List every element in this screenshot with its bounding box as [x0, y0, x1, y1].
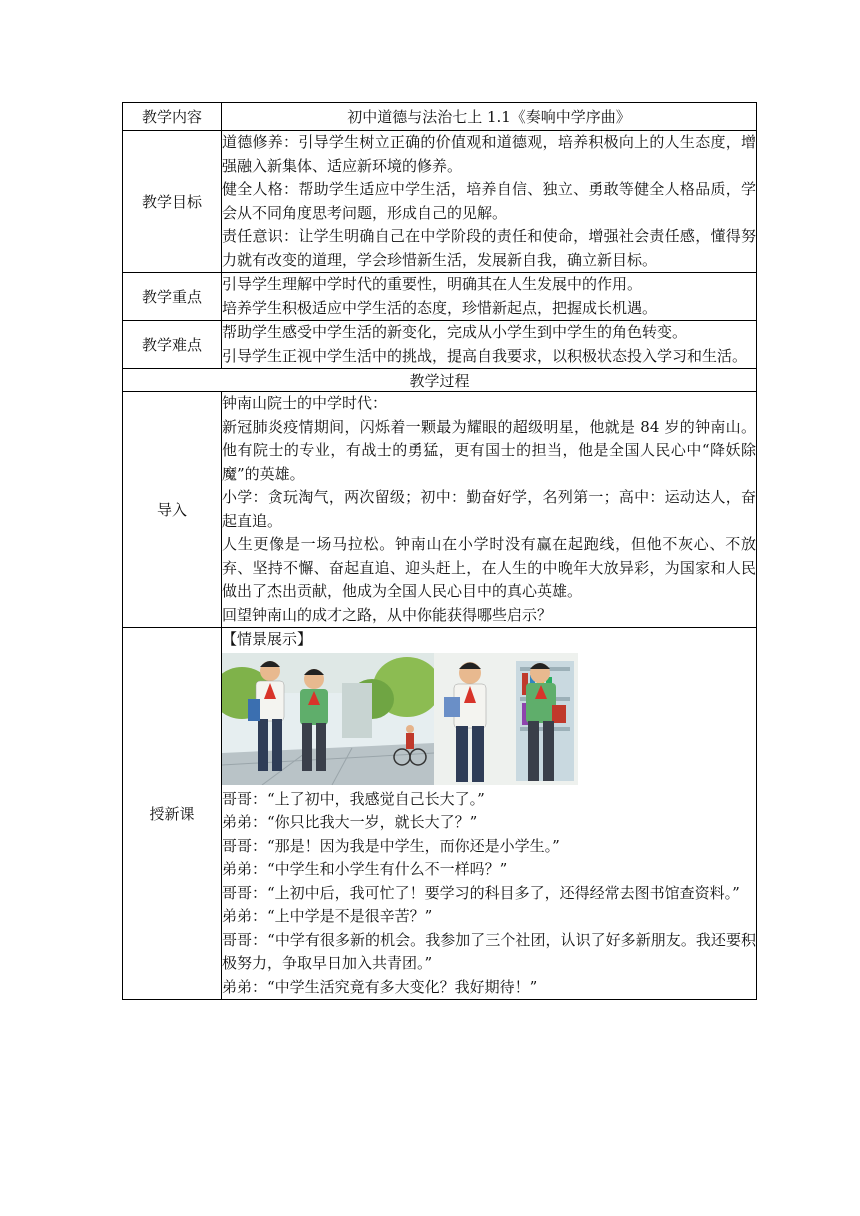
dialogue-line: 弟弟：“中学生和小学生有什么不一样吗？” [222, 860, 508, 878]
objective-paragraph: 健全人格：帮助学生适应中学生活，培养自信、独立、勇敢等健全人格品质，学会从不同角度思考问题，形成自己的见解。 [222, 180, 756, 222]
objectives-content [222, 131, 757, 273]
dialogue-line: 哥哥：“上了初中，我感觉自己长大了。” [222, 789, 485, 808]
dialogue-line: 哥哥：“上初中后，我可忙了！要学习的科目多了，还得经常去图书馆查资料。” [222, 883, 740, 902]
difficulties-content [222, 321, 757, 369]
objective-paragraph: 道德修养：引导学生树立正确的价值观和道德观，培养积极向上的人生态度，增强融入新集体、适应新环境的修养。 [222, 133, 756, 175]
process-heading: 教学过程 [123, 369, 757, 392]
intro-content [222, 392, 757, 628]
key-point-paragraph: 培养学生积极适应中学生活的态度，珍惜新起点，把握成长机遇。 [222, 298, 658, 317]
objectives-label: 教学目标 [123, 131, 222, 273]
intro-paragraph: 人生更像是一场马拉松。钟南山在小学时没有赢在起跑线，但他不灰心、不放弃、坚持不懈、奋起直追、迎头赶上，在人生的中晚年大放异彩，为国家和人民做出了杰出贡献，他成为全国人民心目中的真心英雄。 [222, 535, 756, 600]
key-points-row [123, 273, 757, 321]
difficulties-label: 教学难点 [123, 321, 222, 369]
street-scene-image [222, 653, 434, 785]
process-heading-row [123, 369, 757, 392]
difficulty-paragraph: 引导学生正视中学生活中的挑战，提高自我要求，以积极状态投入学习和生活。 [222, 346, 748, 365]
intro-row [123, 392, 757, 628]
header-label: 教学内容 [123, 103, 222, 131]
dialogue-line: 弟弟：“你只比我大一岁，就长大了？” [222, 813, 478, 831]
objective-paragraph: 责任意识：让学生明确自己在中学阶段的责任和使命，增强社会责任感，懂得努力就有改变的道理，学会珍惜新生活，发展新自我，确立新目标。 [222, 227, 756, 269]
intro-paragraph: 回望钟南山的成才之路，从中你能获得哪些启示？ [222, 605, 553, 624]
key-point-paragraph: 引导学生理解中学时代的重要性，明确其在人生发展中的作用。 [222, 275, 643, 293]
new-lesson-label: 授新课 [123, 628, 222, 1000]
intro-paragraph: 小学：贪玩淘气，两次留级；初中：勤奋好学，名列第一；高中：运动达人，奋起直追。 [222, 488, 756, 530]
dialogue-line: 哥哥：“那是！因为我是中学生，而你还是小学生。” [222, 836, 560, 855]
dialogue-line: 哥哥：“中学有很多新的机会。我参加了三个社团，认识了好多新朋友。我还要积极努力，争取早日加入共青团。” [222, 930, 756, 972]
new-lesson-content [222, 628, 757, 1000]
lesson-plan-table [122, 102, 757, 1000]
dialogue-line: 弟弟：“上中学是不是很辛苦？” [222, 907, 433, 925]
difficulty-paragraph: 帮助学生感受中学生活的新变化，完成从小学生到中学生的角色转变。 [222, 323, 688, 341]
key-points-label: 教学重点 [123, 273, 222, 321]
intro-label: 导入 [123, 392, 222, 628]
dialogue-line: 弟弟：“中学生活究竟有多大变化？我好期待！” [222, 977, 538, 996]
scene-tag: 【情景展示】 [222, 630, 313, 648]
scene-illustration [222, 653, 756, 785]
difficulties-row [123, 321, 757, 369]
objectives-row [123, 131, 757, 273]
header-row [123, 103, 757, 131]
intro-paragraph: 钟南山院士的中学时代： [222, 394, 388, 412]
intro-paragraph: 新冠肺炎疫情期间，闪烁着一颗最为耀眼的超级明星，他就是 84 岁的钟南山。他有院士的专业，有战士的勇猛，更有国士的担当，他是全国人民心中“降妖除魔”的英雄。 [222, 417, 756, 483]
lesson-title: 初中道德与法治七上 1.1《奏响中学序曲》 [222, 103, 757, 131]
new-lesson-row [123, 628, 757, 1000]
key-points-content [222, 273, 757, 321]
library-scene-image [434, 653, 578, 785]
